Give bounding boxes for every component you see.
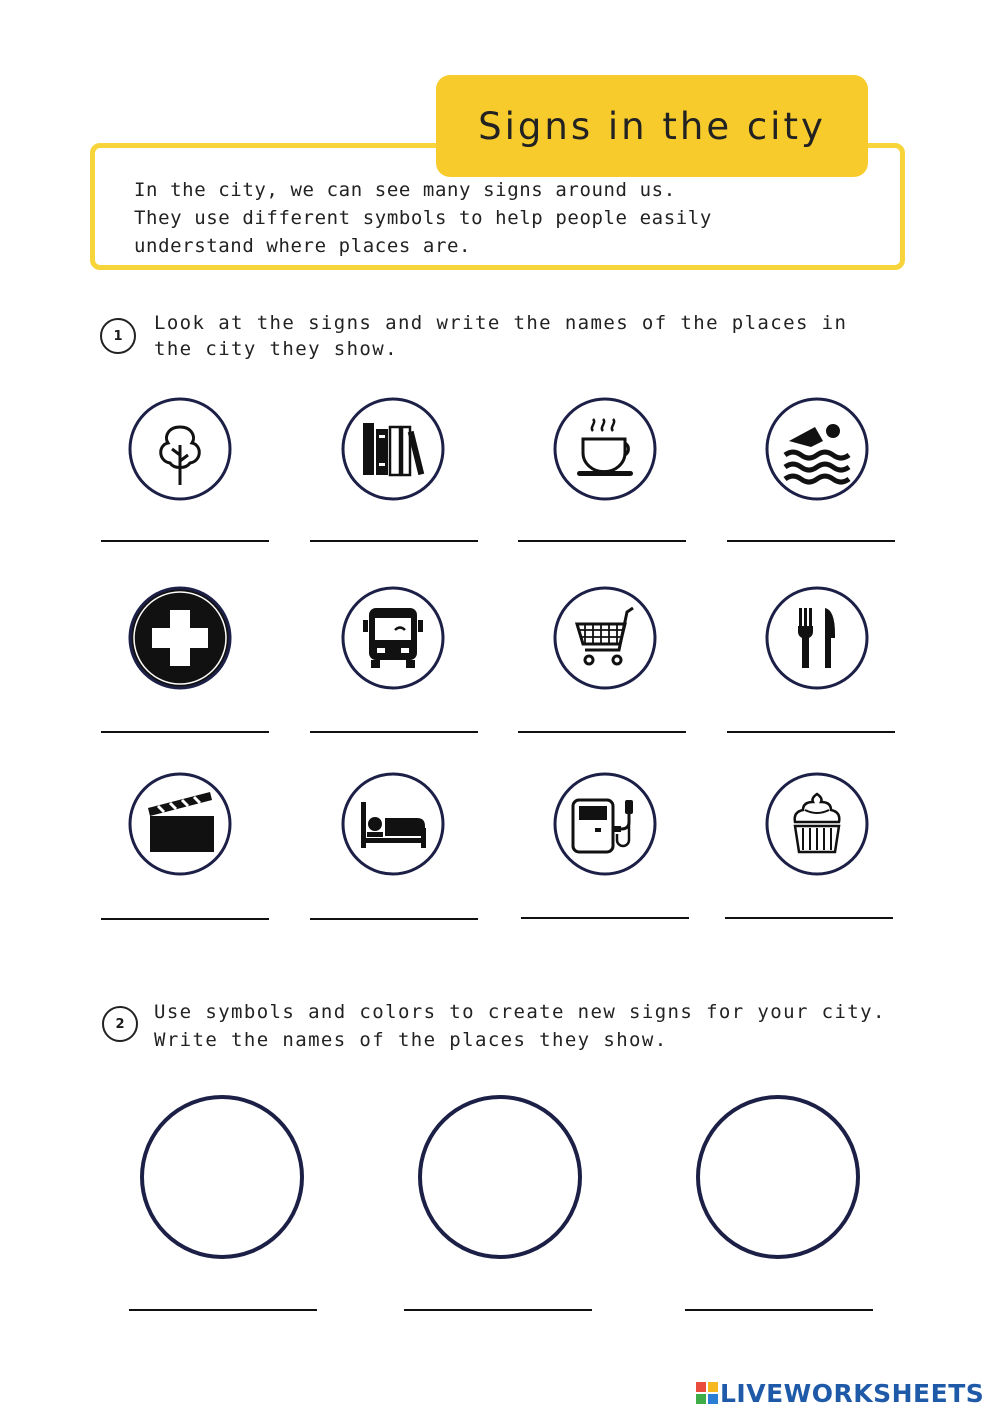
liveworksheets-logo: [696, 1378, 984, 1408]
answer-line[interactable]: [310, 918, 478, 920]
intro-line: understand where places are.: [134, 235, 472, 257]
question-1-number: 1: [100, 318, 136, 354]
blank-sign-circle[interactable]: [140, 1095, 304, 1259]
question-line: Use symbols and colors to create new signs for your city.: [154, 1001, 886, 1023]
question-2-text: [154, 998, 886, 1054]
bed-icon: [341, 772, 445, 876]
answer-line[interactable]: [101, 540, 269, 542]
page-title: Signs in the city: [478, 104, 826, 148]
answer-line[interactable]: [521, 917, 689, 919]
clapperboard-icon: [128, 772, 232, 876]
swimming-icon: [765, 397, 869, 501]
question-1-text: [154, 310, 847, 362]
fork-knife-icon: [765, 586, 869, 690]
answer-line[interactable]: [725, 917, 893, 919]
logo-mark-icon: [696, 1382, 718, 1404]
cupcake-icon: [765, 772, 869, 876]
books-icon: [341, 397, 445, 501]
answer-line[interactable]: [310, 540, 478, 542]
shopping-cart-icon: [553, 586, 657, 690]
blank-sign-circle[interactable]: [696, 1095, 860, 1259]
question-2-number: 2: [102, 1006, 138, 1042]
logo-text: LIVEWORKSHEETS: [720, 1378, 985, 1408]
intro-line: In the city, we can see many signs around us.: [134, 179, 676, 201]
answer-line[interactable]: [101, 731, 269, 733]
hospital-cross-icon: [128, 586, 232, 690]
answer-line[interactable]: [518, 731, 686, 733]
answer-line[interactable]: [727, 731, 895, 733]
blank-sign-circle[interactable]: [418, 1095, 582, 1259]
answer-line[interactable]: [685, 1309, 873, 1311]
question-line: Write the names of the places they show.: [154, 1029, 668, 1051]
question-line: the city they show.: [154, 338, 398, 360]
fuel-pump-icon: [553, 772, 657, 876]
title-banner: [436, 75, 868, 177]
answer-line[interactable]: [727, 540, 895, 542]
answer-line[interactable]: [518, 540, 686, 542]
answer-line[interactable]: [310, 731, 478, 733]
tree-icon: [128, 397, 232, 501]
answer-line[interactable]: [101, 918, 269, 920]
intro-line: They use different symbols to help people easily: [134, 207, 712, 229]
answer-line[interactable]: [129, 1309, 317, 1311]
answer-line[interactable]: [404, 1309, 592, 1311]
question-line: Look at the signs and write the names of the places in: [154, 312, 848, 334]
bus-icon: [341, 586, 445, 690]
coffee-cup-icon: [553, 397, 657, 501]
